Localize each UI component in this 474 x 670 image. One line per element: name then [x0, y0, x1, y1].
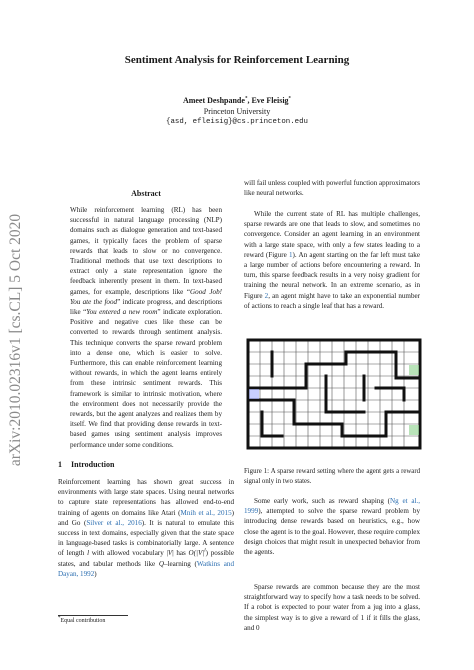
figure-1-caption: Figure 1: A sparse reward setting where the agent gets a reward signal only in two states.	[244, 468, 420, 485]
figure-ref-link[interactable]: 1	[288, 250, 293, 259]
author-names: Ameet Deshpande*, Eve Fleisig*	[182, 96, 292, 105]
abstract-body: While reinforcement learning (RL) has been successful in natural language processing (NLP) domains such as dialogue generation and text-based games, it typically faces the problem of sparse rewards that leads to slow or no convergence. Traditional methods that use text descriptions to extract only a state representation ignore the feedback inherently present in them. In text-based games, for example, descriptions like “Good Job! You ate the food” indicate progress, and descriptions like “You entered a new room” indicate exploration. Positive and negative cues like these can be converted to rewards through sentiment analysis. This technique converts the sparse reward problem into a dense one, which is easier to solve. Furthermore, this can enable reinforcement learning without rewards, in which the agent learns entirely from these intrinsic sentiment rewards. This framework is similar to intrinsic motivation, where the environment does not necessarily provide the rewards, but the agent analyzes and realizes them by itself. We find that providing dense rewards in text-based games using sentiment analysis improves performance under some conditions.	[70, 206, 222, 449]
right-paragraph-common-sparse: Sparse rewards are common because they are the most straightforward way to specify how a task needs to be solved. If a robot is expected to pour water from a jug into a glass, the simplest way is to give a reward of 1 if it fills the glass, and 0	[244, 583, 420, 632]
citation-link[interactable]: Ng et al., 1999	[244, 497, 420, 516]
arxiv-identifier	[2, 190, 28, 490]
figure-1-maze	[246, 338, 422, 450]
footnote: *Equal contribution	[58, 616, 106, 624]
introduction-paragraph: Reinforcement learning has shown great success in environments with large state spaces. Using neural networks to capture state representations has allowed end-to-end training of agents on domains like Atari (Mnih et al., 2015) and Go (Silver et al., 2016). It is natural to emulate this success in text domains, especially given that the state space in language-based tasks is combinatorially large. A sentence of length l with allowed vocabulary |V| has $O(|V|^l)$ possible states, and tabular methods like Q–learning (Watkins and Dayan, 1992)	[58, 478, 234, 578]
author-block	[0, 96, 474, 128]
paper-title: Sentiment Analysis for Reinforcement Learning	[124, 54, 350, 66]
right-paragraph-continued: will fail unless coupled with powerful function approximators like neural networks.	[244, 179, 420, 198]
citation-link[interactable]: Mnih et al., 2015	[180, 508, 232, 517]
right-paragraph-sparse-rewards: While the current state of RL has multiple challenges, sparse rewards are one that leads to slow, and sometimes no convergence. Consider an agent learning in an environment with a large state space, with only a few states leading to a reward (Figure 1). An agent starting on the far left must take a large number of actions before encountering a reward. In turn, this sparse feedback results in a very noisy gradient for training the neural network. In an extreme scenario, as in Figure 2, an agent might have to take an exponential number of actions to reach a single leaf that has a reward.	[244, 210, 421, 310]
figure-ref-link[interactable]: 2	[264, 291, 269, 300]
section-heading-introduction: 1 Introduction	[58, 460, 115, 469]
abstract-heading: Abstract	[131, 189, 161, 198]
right-paragraph-reward-shaping: Some early work, such as reward shaping (Ng et al., 1999), attempted to solve the sparse reward problem by introducing dense rewards based on heuristics, e.g., how close the agent is to the goal. However, these require complex design choices that might result in unexpected behavior from the agents.	[244, 497, 420, 557]
author-email: {asd, efleisig}@cs.princeton.edu	[166, 118, 308, 126]
author-name: Eve Fleisig	[251, 96, 289, 105]
citation-link[interactable]: Silver et al., 2016	[86, 518, 142, 527]
affiliation: Princeton University	[203, 106, 271, 116]
footnote-rule	[58, 615, 128, 616]
svg-text:arXiv:2010.02316v1 [cs.CL] 5: arXiv:2010.02316v1 [cs.CL] 5 Oct 2020	[7, 213, 24, 467]
author-name: Ameet Deshpande	[182, 96, 245, 105]
citation-link[interactable]: Watkins and Dayan, 1992	[58, 559, 234, 578]
